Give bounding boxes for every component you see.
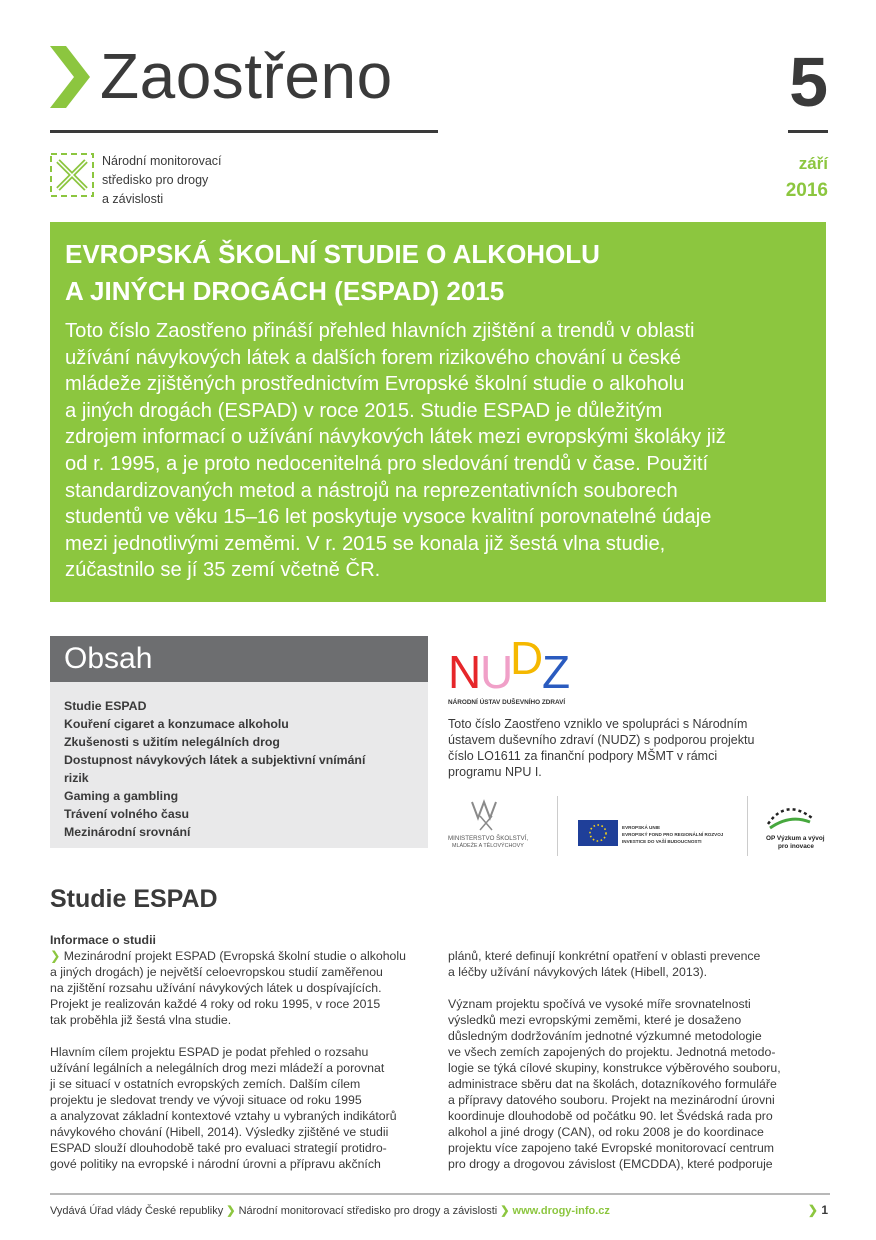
toc-item[interactable]: Gaming a gambling — [64, 789, 179, 803]
nudz-letter-u: U — [480, 646, 514, 698]
op-vavpi-logo-icon — [766, 809, 825, 850]
paragraph-line: a přípravy datového souboru. Projekt na mezinárodní úrovni — [448, 1093, 775, 1107]
nudz-note-line: programu NPU I. — [448, 765, 542, 779]
toc-item[interactable]: rizik — [64, 771, 89, 785]
paragraph-line: koordinuje dlouhodobě od počátku 90. let Švédská rada pro — [448, 1109, 773, 1123]
chevron-bullet-icon: ❯ — [50, 949, 61, 963]
toc-item[interactable]: Dostupnost návykových látek a subjektivní vnímání — [64, 753, 366, 767]
issue-rule — [788, 130, 828, 133]
paragraph-line: ❯ Mezinárodní projekt ESPAD (Evropská školní studie o alkoholu — [50, 949, 406, 963]
issue-number: 5 — [789, 43, 828, 121]
hero-body-line: užívání návykových látek a dalších forem rizikového chování u české — [65, 346, 682, 369]
paragraph-line: alkohol a jiné drogy (CAN), od roku 2008 je do koordinace — [448, 1125, 764, 1139]
paragraph-line: projektu více zapojeno také Evropské monitorovací centrum — [448, 1141, 775, 1155]
section-title: Studie ESPAD — [50, 885, 218, 913]
paragraph-line: plánů, které definují konkrétní opatření v oblasti prevence — [448, 949, 761, 963]
paragraph-line: pro drogy a drogovou závislost (EMCDDA), které podporuje — [448, 1157, 773, 1171]
hero-body-line: mládeže zjištěných prostřednictvím Evropské školní studie o alkoholu — [65, 373, 685, 396]
hero-body-line: mezi jednotlivými zeměmi. V r. 2015 se konala již šestá vlna studie, — [65, 532, 666, 555]
paragraph-line: administrace sběru dat na školách, dotazníkového formuláře — [448, 1077, 777, 1091]
paragraph-line: ji se situací v ostatních evropských zemích. Dalším cílem — [50, 1077, 361, 1091]
eu-logo-icon — [578, 820, 724, 846]
hero-body-line: Toto číslo Zaostřeno přináší přehled hlavních zjištění a trendů v oblasti — [65, 320, 695, 342]
paragraph-line: logie se týká cílové skupiny, konstrukce výběrového souboru, — [448, 1061, 781, 1075]
toc-item[interactable]: Trávení volného času — [64, 807, 190, 821]
partner-logos — [440, 794, 830, 860]
publisher-name — [102, 152, 222, 209]
hero-body-line: zúčastnilo se jí 35 zemí včetně ČR. — [65, 559, 381, 582]
chevron-separator-icon: ❯ — [807, 1203, 818, 1217]
nms-logo-icon — [50, 153, 94, 197]
paragraph-line: důsledným dodržováním jednotné výzkumné metodologie — [448, 1029, 762, 1043]
toc-header — [50, 636, 428, 682]
eu-line: EVROPSKÝ FOND PRO REGIONÁLNÍ ROZVOJ — [622, 832, 724, 837]
paragraph-line: Projekt je realizován každé 4 roky od roku 1995, v roce 2015 — [50, 997, 381, 1011]
paragraph-line: užívání legálních a nelegálních drog mezi mládeží a porovnat — [50, 1061, 385, 1075]
toc-item[interactable]: Mezinárodní srovnání — [64, 825, 191, 839]
msmt-line: MINISTERSTVO ŠKOLSTVÍ, — [448, 835, 529, 842]
paragraph-line: ESPAD slouží dlouhodobě také pro evaluaci strategií protidro- — [50, 1141, 387, 1155]
nudz-letter-n: N — [448, 646, 482, 698]
paragraph-line: výsledků mezi evropskými zeměmi, které je dosaženo — [448, 1013, 742, 1027]
paragraph-line: na zjištění rozsahu užívání návykových látek u dospívajících. — [50, 981, 382, 995]
nudz-letter-d: D — [510, 640, 544, 684]
paragraph-line: gové politiky na evropské i národní úrovni a přípravu akčních — [50, 1157, 381, 1171]
column-right — [448, 948, 781, 1172]
toc-list — [64, 697, 414, 841]
chevron-separator-icon: ❯ — [226, 1205, 236, 1217]
section-subhead: Informace o studii — [50, 933, 156, 947]
nudz-note — [448, 716, 754, 780]
issue-year: 2016 — [785, 180, 828, 201]
brand-rule — [50, 130, 438, 133]
nudz-note-line: ústavem duševního zdraví (NUDZ) s podporou projektu — [448, 733, 755, 747]
nudz-letter-z: Z — [542, 646, 571, 698]
paragraph-line: a léčby užívání návykových látek (Hibell, 2013). — [448, 965, 708, 979]
nudz-logo-icon — [448, 640, 578, 708]
chevron-separator-icon: ❯ — [500, 1205, 510, 1217]
msmt-logo-icon — [448, 802, 528, 849]
paragraph-line: a jiných drogách) je největší celoevropskou studií zaměřenou — [50, 965, 383, 979]
footer — [50, 1204, 610, 1218]
hero-title-line: A JINÝCH DROGÁCH (ESPAD) 2015 — [65, 276, 505, 306]
paragraph-line: Význam projektu spočívá ve vysoké míře srovnatelnosti — [448, 997, 751, 1011]
footer-website-link[interactable]: www.drogy-info.cz — [512, 1205, 610, 1217]
paragraph-line: návykového chování (Hibell, 2014). Výsledky zjištěné ve studii — [50, 1125, 389, 1139]
publisher-line: a závislosti — [102, 192, 164, 206]
footer-center: Národní monitorovací středisko pro drogy a závislosti — [238, 1205, 498, 1217]
hero-box — [50, 222, 826, 602]
hero-title-line: EVROPSKÁ ŠKOLNÍ STUDIE O ALKOHOLU — [65, 239, 600, 269]
paragraph-line: a analyzovat základní kontextové vztahy u vybraných indikátorů — [50, 1109, 397, 1123]
op-line: pro inovace — [778, 843, 814, 850]
hero-body-line: a jiných drogách (ESPAD) v roce 2015. Studie ESPAD je důležitým — [65, 399, 663, 422]
eu-line: INVESTICE DO VAŠÍ BUDOUCNOSTI — [622, 839, 702, 844]
hero-body-line: studentů ve věku 15–16 let poskytuje vysoce kvalitní porovnatelné údaje — [65, 506, 712, 529]
footer-rule — [50, 1193, 830, 1195]
zaostreno-chevron-logo-icon — [46, 44, 94, 110]
op-line: OP Výzkum a vývoj — [766, 835, 825, 842]
paragraph-line: Hlavním cílem projektu ESPAD je podat přehled o rozsahu — [50, 1045, 369, 1059]
hero-body-line: standardizovaných metod a nástrojů na reprezentativních souborech — [65, 479, 678, 502]
column-left — [50, 948, 406, 1172]
nudz-note-line: číslo LO1611 za finanční podpory MŠMT v rámci — [448, 749, 718, 763]
nudz-note-line: Toto číslo Zaostřeno vzniklo ve spolupráci s Národním — [448, 717, 748, 731]
publisher-line: středisko pro drogy — [102, 173, 209, 187]
issue-month: září — [798, 154, 828, 173]
toc-item[interactable]: Kouření cigaret a konzumace alkoholu — [64, 717, 289, 731]
paragraph-line: projektu je sledovat trendy ve vývoji situace od roku 1995 — [50, 1093, 362, 1107]
brand-title: Zaostřeno — [100, 40, 393, 112]
hero-title — [65, 236, 815, 310]
hero-body — [65, 318, 820, 584]
nudz-caption: NÁRODNÍ ÚSTAV DUŠEVNÍHO ZDRAVÍ — [448, 699, 566, 706]
toc-body — [50, 682, 428, 848]
paragraph-line: tak proběhla již šestá vlna studie. — [50, 1013, 232, 1027]
msmt-line: MLÁDEŽE A TĚLOVÝCHOVY — [452, 843, 524, 849]
hero-body-line: od r. 1995, a je proto nedocenitelná pro sledování trendů v čase. Použití — [65, 452, 709, 475]
toc-item[interactable]: Zkušenosti s užitím nelegálních drog — [64, 735, 280, 749]
footer-issuer: Vydává Úřad vlády České republiky — [50, 1205, 224, 1217]
toc-item[interactable]: Studie ESPAD — [64, 699, 147, 713]
publisher-line: Národní monitorovací — [102, 154, 222, 168]
toc-title: Obsah — [64, 642, 153, 675]
hero-body-line: zdrojem informací o užívání návykových látek mezi evropskými školáky již — [65, 426, 726, 449]
eu-line: EVROPSKÁ UNIE — [622, 825, 661, 830]
page-number: ❯ 1 — [807, 1203, 828, 1217]
paragraph-line: ve všech zemích zapojených do projektu. Jednotná metodo- — [448, 1045, 776, 1059]
